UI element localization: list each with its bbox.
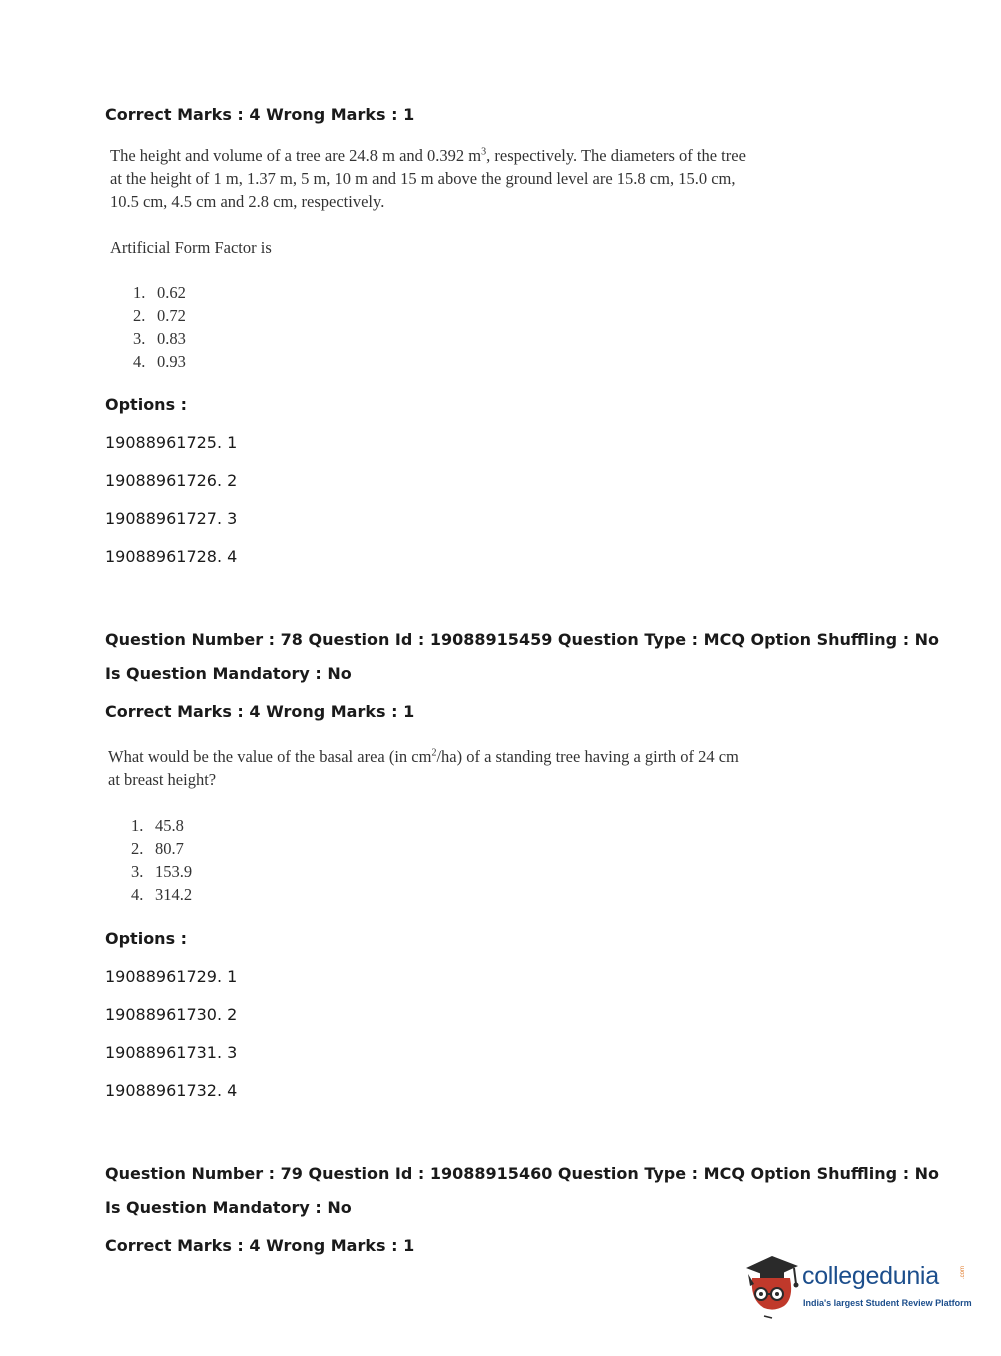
- logo-tagline: India's largest Student Review Platform: [803, 1298, 972, 1308]
- choice-item: 3. 153.9: [131, 862, 193, 881]
- q78-marks: Correct Marks : 4 Wrong Marks : 1: [105, 702, 415, 721]
- q78-option-1: 19088961729. 1: [105, 967, 238, 986]
- q77-prompt: Artificial Form Factor is: [110, 238, 272, 257]
- choice-item: 3. 0.83: [133, 329, 186, 348]
- q78-mandatory: Is Question Mandatory : No: [105, 664, 352, 683]
- q77-options-label: Options :: [105, 395, 188, 414]
- q78-option-3: 19088961731. 3: [105, 1043, 238, 1062]
- q79-header: Question Number : 79 Question Id : 19088915460 Question Type : MCQ Option Shuffling : No: [105, 1164, 940, 1183]
- q77-option-2: 19088961726. 2: [105, 471, 238, 490]
- choice-item: 2. 0.72: [133, 306, 186, 325]
- q78-stem-line-1b: /ha) of a standing tree having a girth of 24 cm: [436, 747, 739, 766]
- logo-com: .com: [960, 1266, 966, 1280]
- q78-stem-line-1a: What would be the value of the basal area (in cm: [108, 747, 432, 766]
- logo-wordmark: collegedunia: [802, 1262, 939, 1290]
- choice-item: 4. 0.93: [133, 352, 186, 371]
- q77-stem-line-1b: , respectively. The diameters of the tree: [486, 146, 746, 165]
- q77-stem-sup: 3: [481, 146, 487, 158]
- q79-marks: Correct Marks : 4 Wrong Marks : 1: [105, 1236, 415, 1255]
- q79-mandatory: Is Question Mandatory : No: [105, 1198, 352, 1217]
- q78-option-2: 19088961730. 2: [105, 1005, 238, 1024]
- q77-option-4: 19088961728. 4: [105, 547, 238, 566]
- q78-stem-line-2: at breast height?: [108, 770, 217, 789]
- q78-option-4: 19088961732. 4: [105, 1081, 238, 1100]
- q77-choices: [133, 281, 186, 373]
- q77-stem: [110, 144, 746, 213]
- q78-options-label: Options :: [105, 929, 188, 948]
- q78-header: Question Number : 78 Question Id : 19088915459 Question Type : MCQ Option Shuffling : No: [105, 630, 940, 649]
- q77-option-1: 19088961725. 1: [105, 433, 238, 452]
- mascot-icon: [742, 1250, 802, 1320]
- choice-item: 1. 45.8: [131, 816, 184, 835]
- q77-stem-line-3: 10.5 cm, 4.5 cm and 2.8 cm, respectively.: [110, 192, 385, 211]
- q77-option-3: 19088961727. 3: [105, 509, 238, 528]
- q77-stem-line-1a: The height and volume of a tree are 24.8 m and 0.392 m: [110, 146, 482, 165]
- q77-marks: Correct Marks : 4 Wrong Marks : 1: [105, 105, 415, 124]
- q78-choices: [131, 814, 192, 906]
- q78-stem-sup: 2: [431, 747, 437, 759]
- q77-stem-line-2: at the height of 1 m, 1.37 m, 5 m, 10 m and 15 m above the ground level are 15.8 cm, 15.0 cm,: [110, 169, 736, 188]
- collegedunia-logo: [742, 1250, 972, 1320]
- choice-item: 4. 314.2: [131, 885, 193, 904]
- choice-item: 1. 0.62: [133, 283, 186, 302]
- q78-stem: [108, 745, 739, 791]
- choice-item: 2. 80.7: [131, 839, 184, 858]
